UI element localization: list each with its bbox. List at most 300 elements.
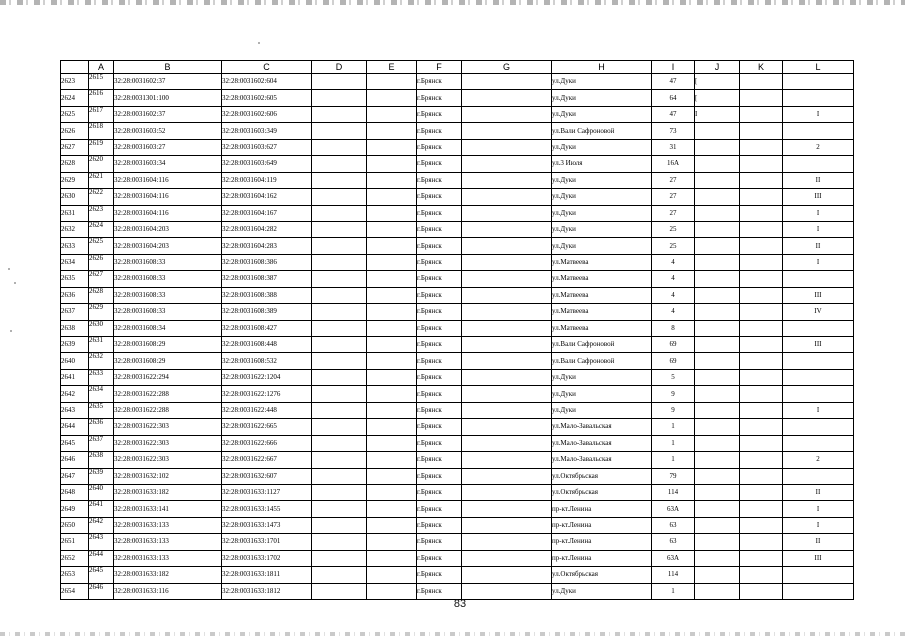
cell-l[interactable]: I: [783, 221, 854, 237]
cell-h[interactable]: пр-кт.Ленина: [552, 534, 652, 550]
cell-a[interactable]: 2628: [89, 287, 114, 303]
cell-b[interactable]: 32:28:0031633:133: [114, 534, 222, 550]
cell-c[interactable]: 32:28:0031603:349: [222, 123, 312, 139]
cell-d[interactable]: [312, 369, 367, 385]
cell-i[interactable]: 73: [652, 123, 695, 139]
cell-a[interactable]: 2633: [89, 369, 114, 385]
cell-h[interactable]: ул.Вали Сафроновой: [552, 337, 652, 353]
cell-b[interactable]: 32:28:0031602:37: [114, 74, 222, 90]
row-number[interactable]: 2626: [61, 123, 89, 139]
cell-c[interactable]: 32:28:0031602:604: [222, 74, 312, 90]
cell-c[interactable]: 32:28:0031633:1473: [222, 517, 312, 533]
column-header-a[interactable]: A: [89, 61, 114, 74]
cell-b[interactable]: 32:28:0031633:133: [114, 550, 222, 566]
cell-e[interactable]: [367, 353, 417, 369]
cell-f[interactable]: г.Брянск: [417, 139, 462, 155]
cell-i[interactable]: 5: [652, 369, 695, 385]
cell-d[interactable]: [312, 304, 367, 320]
cell-f[interactable]: г.Брянск: [417, 172, 462, 188]
cell-h[interactable]: ул.Дуки: [552, 386, 652, 402]
cell-e[interactable]: [367, 221, 417, 237]
cell-c[interactable]: 32:28:0031608:386: [222, 254, 312, 270]
cell-b[interactable]: 32:28:0031632:102: [114, 468, 222, 484]
cell-d[interactable]: [312, 106, 367, 122]
cell-b[interactable]: 32:28:0031633:141: [114, 501, 222, 517]
cell-b[interactable]: 32:28:0031604:116: [114, 189, 222, 205]
cell-e[interactable]: [367, 139, 417, 155]
cell-d[interactable]: [312, 501, 367, 517]
cell-g[interactable]: [462, 156, 552, 172]
cell-h[interactable]: ул.Матвеева: [552, 271, 652, 287]
cell-h[interactable]: ул.Дуки: [552, 74, 652, 90]
cell-h[interactable]: ул.Матвеева: [552, 287, 652, 303]
cell-c[interactable]: 32:28:0031603:627: [222, 139, 312, 155]
cell-b[interactable]: 32:28:0031604:203: [114, 238, 222, 254]
cell-g[interactable]: [462, 90, 552, 106]
cell-g[interactable]: [462, 205, 552, 221]
row-number[interactable]: 2642: [61, 386, 89, 402]
cell-j[interactable]: [695, 517, 740, 533]
cell-j[interactable]: [: [695, 74, 740, 90]
cell-l[interactable]: [783, 468, 854, 484]
cell-j[interactable]: [695, 419, 740, 435]
cell-h[interactable]: ул.Вали Сафроновой: [552, 123, 652, 139]
cell-k[interactable]: [740, 205, 783, 221]
cell-i[interactable]: 79: [652, 468, 695, 484]
cell-d[interactable]: [312, 172, 367, 188]
cell-i[interactable]: 4: [652, 254, 695, 270]
cell-i[interactable]: 114: [652, 484, 695, 500]
cell-d[interactable]: [312, 567, 367, 583]
cell-i[interactable]: 114: [652, 567, 695, 583]
column-header-g[interactable]: G: [462, 61, 552, 74]
cell-g[interactable]: [462, 452, 552, 468]
row-number[interactable]: 2635: [61, 271, 89, 287]
cell-g[interactable]: [462, 123, 552, 139]
cell-g[interactable]: [462, 320, 552, 336]
cell-d[interactable]: [312, 74, 367, 90]
row-number[interactable]: 2632: [61, 221, 89, 237]
cell-c[interactable]: 32:28:0031604:283: [222, 238, 312, 254]
column-header-j[interactable]: J: [695, 61, 740, 74]
cell-i[interactable]: 63А: [652, 501, 695, 517]
cell-a[interactable]: 2644: [89, 550, 114, 566]
cell-f[interactable]: г.Брянск: [417, 583, 462, 599]
cell-j[interactable]: [695, 369, 740, 385]
cell-g[interactable]: [462, 189, 552, 205]
cell-k[interactable]: [740, 337, 783, 353]
cell-b[interactable]: 32:28:0031608:33: [114, 254, 222, 270]
cell-l[interactable]: III: [783, 189, 854, 205]
cell-f[interactable]: г.Брянск: [417, 74, 462, 90]
cell-k[interactable]: [740, 484, 783, 500]
cell-j[interactable]: [: [695, 90, 740, 106]
cell-i[interactable]: 27: [652, 172, 695, 188]
cell-g[interactable]: [462, 534, 552, 550]
corner-header[interactable]: [61, 61, 89, 74]
cell-i[interactable]: 1: [652, 419, 695, 435]
cell-d[interactable]: [312, 254, 367, 270]
cell-f[interactable]: г.Брянск: [417, 90, 462, 106]
row-number[interactable]: 2628: [61, 156, 89, 172]
cell-d[interactable]: [312, 189, 367, 205]
cell-h[interactable]: ул.Октябрьская: [552, 484, 652, 500]
cell-j[interactable]: [695, 221, 740, 237]
cell-e[interactable]: [367, 205, 417, 221]
cell-b[interactable]: 32:28:0031604:116: [114, 205, 222, 221]
cell-k[interactable]: [740, 353, 783, 369]
cell-l[interactable]: [783, 90, 854, 106]
cell-e[interactable]: [367, 287, 417, 303]
cell-a[interactable]: 2645: [89, 567, 114, 583]
cell-g[interactable]: [462, 402, 552, 418]
cell-g[interactable]: [462, 468, 552, 484]
cell-e[interactable]: [367, 369, 417, 385]
cell-a[interactable]: 2627: [89, 271, 114, 287]
cell-c[interactable]: 32:28:0031604:282: [222, 221, 312, 237]
cell-j[interactable]: [695, 189, 740, 205]
cell-h[interactable]: ул.Дуки: [552, 583, 652, 599]
row-number[interactable]: 2637: [61, 304, 89, 320]
cell-f[interactable]: г.Брянск: [417, 106, 462, 122]
cell-h[interactable]: ул.Дуки: [552, 90, 652, 106]
cell-i[interactable]: 69: [652, 337, 695, 353]
cell-d[interactable]: [312, 452, 367, 468]
cell-h[interactable]: ул.Мало-Завальская: [552, 419, 652, 435]
cell-l[interactable]: 2: [783, 139, 854, 155]
cell-e[interactable]: [367, 304, 417, 320]
cell-c[interactable]: 32:28:0031608:389: [222, 304, 312, 320]
cell-l[interactable]: [783, 123, 854, 139]
row-number[interactable]: 2631: [61, 205, 89, 221]
cell-f[interactable]: г.Брянск: [417, 402, 462, 418]
cell-d[interactable]: [312, 583, 367, 599]
cell-f[interactable]: г.Брянск: [417, 304, 462, 320]
cell-e[interactable]: [367, 386, 417, 402]
cell-l[interactable]: IV: [783, 304, 854, 320]
cell-d[interactable]: [312, 484, 367, 500]
row-number[interactable]: 2652: [61, 550, 89, 566]
cell-i[interactable]: 9: [652, 402, 695, 418]
cell-j[interactable]: [695, 550, 740, 566]
row-number[interactable]: 2624: [61, 90, 89, 106]
row-number[interactable]: 2629: [61, 172, 89, 188]
cell-k[interactable]: [740, 238, 783, 254]
cell-b[interactable]: 32:28:0031608:29: [114, 337, 222, 353]
cell-d[interactable]: [312, 386, 367, 402]
cell-g[interactable]: [462, 567, 552, 583]
cell-l[interactable]: I: [783, 501, 854, 517]
cell-c[interactable]: 32:28:0031633:1812: [222, 583, 312, 599]
cell-b[interactable]: 32:28:0031301:100: [114, 90, 222, 106]
cell-i[interactable]: 9: [652, 386, 695, 402]
cell-d[interactable]: [312, 550, 367, 566]
row-number[interactable]: 2643: [61, 402, 89, 418]
cell-d[interactable]: [312, 419, 367, 435]
cell-j[interactable]: I: [695, 106, 740, 122]
column-header-f[interactable]: F: [417, 61, 462, 74]
cell-g[interactable]: [462, 337, 552, 353]
column-header-c[interactable]: C: [222, 61, 312, 74]
cell-c[interactable]: 32:28:0031602:605: [222, 90, 312, 106]
cell-h[interactable]: ул.Матвеева: [552, 320, 652, 336]
cell-k[interactable]: [740, 452, 783, 468]
cell-l[interactable]: III: [783, 550, 854, 566]
cell-i[interactable]: 27: [652, 189, 695, 205]
cell-a[interactable]: 2636: [89, 419, 114, 435]
cell-d[interactable]: [312, 238, 367, 254]
row-number[interactable]: 2640: [61, 353, 89, 369]
cell-e[interactable]: [367, 468, 417, 484]
cell-a[interactable]: 2625: [89, 238, 114, 254]
cell-l[interactable]: [783, 583, 854, 599]
cell-l[interactable]: I: [783, 254, 854, 270]
cell-k[interactable]: [740, 369, 783, 385]
row-number[interactable]: 2641: [61, 369, 89, 385]
cell-i[interactable]: 27: [652, 205, 695, 221]
cell-k[interactable]: [740, 468, 783, 484]
cell-e[interactable]: [367, 156, 417, 172]
cell-d[interactable]: [312, 320, 367, 336]
cell-h[interactable]: ул.Дуки: [552, 221, 652, 237]
column-header-k[interactable]: K: [740, 61, 783, 74]
column-header-d[interactable]: D: [312, 61, 367, 74]
cell-l[interactable]: [783, 74, 854, 90]
cell-e[interactable]: [367, 517, 417, 533]
cell-k[interactable]: [740, 583, 783, 599]
row-number[interactable]: 2645: [61, 435, 89, 451]
cell-j[interactable]: [695, 271, 740, 287]
cell-f[interactable]: г.Брянск: [417, 517, 462, 533]
column-header-h[interactable]: H: [552, 61, 652, 74]
cell-h[interactable]: ул.Октябрьская: [552, 567, 652, 583]
cell-b[interactable]: 32:28:0031608:29: [114, 353, 222, 369]
cell-e[interactable]: [367, 534, 417, 550]
cell-j[interactable]: [695, 484, 740, 500]
cell-d[interactable]: [312, 337, 367, 353]
cell-j[interactable]: [695, 337, 740, 353]
cell-k[interactable]: [740, 550, 783, 566]
cell-a[interactable]: 2640: [89, 484, 114, 500]
cell-e[interactable]: [367, 271, 417, 287]
column-header-e[interactable]: E: [367, 61, 417, 74]
cell-b[interactable]: 32:28:0031622:303: [114, 435, 222, 451]
cell-c[interactable]: 32:28:0031622:667: [222, 452, 312, 468]
cell-a[interactable]: 2622: [89, 189, 114, 205]
cell-c[interactable]: 32:28:0031622:665: [222, 419, 312, 435]
cell-l[interactable]: [783, 156, 854, 172]
cell-c[interactable]: 32:28:0031633:1701: [222, 534, 312, 550]
cell-f[interactable]: г.Брянск: [417, 386, 462, 402]
cell-j[interactable]: [695, 254, 740, 270]
cell-b[interactable]: 32:28:0031633:133: [114, 517, 222, 533]
cell-h[interactable]: пр-кт.Ленина: [552, 501, 652, 517]
cell-g[interactable]: [462, 304, 552, 320]
cell-c[interactable]: 32:28:0031608:388: [222, 287, 312, 303]
cell-i[interactable]: 4: [652, 287, 695, 303]
cell-h[interactable]: ул.Мало-Завальская: [552, 435, 652, 451]
cell-g[interactable]: [462, 353, 552, 369]
cell-b[interactable]: 32:28:0031622:288: [114, 386, 222, 402]
cell-i[interactable]: 16А: [652, 156, 695, 172]
cell-d[interactable]: [312, 402, 367, 418]
cell-a[interactable]: 2646: [89, 583, 114, 599]
cell-k[interactable]: [740, 517, 783, 533]
row-number[interactable]: 2651: [61, 534, 89, 550]
cell-g[interactable]: [462, 254, 552, 270]
cell-j[interactable]: [695, 435, 740, 451]
cell-k[interactable]: [740, 189, 783, 205]
cell-k[interactable]: [740, 287, 783, 303]
cell-k[interactable]: [740, 534, 783, 550]
cell-l[interactable]: [783, 271, 854, 287]
cell-i[interactable]: 8: [652, 320, 695, 336]
cell-g[interactable]: [462, 172, 552, 188]
cell-j[interactable]: [695, 287, 740, 303]
cell-k[interactable]: [740, 271, 783, 287]
cell-f[interactable]: г.Брянск: [417, 337, 462, 353]
cell-f[interactable]: г.Брянск: [417, 156, 462, 172]
cell-a[interactable]: 2641: [89, 501, 114, 517]
cell-e[interactable]: [367, 189, 417, 205]
row-number[interactable]: 2646: [61, 452, 89, 468]
cell-i[interactable]: 25: [652, 221, 695, 237]
cell-j[interactable]: [695, 567, 740, 583]
cell-g[interactable]: [462, 501, 552, 517]
column-header-i[interactable]: I: [652, 61, 695, 74]
cell-f[interactable]: г.Брянск: [417, 484, 462, 500]
cell-c[interactable]: 32:28:0031632:607: [222, 468, 312, 484]
cell-e[interactable]: [367, 550, 417, 566]
cell-a[interactable]: 2630: [89, 320, 114, 336]
cell-l[interactable]: I: [783, 106, 854, 122]
cell-a[interactable]: 2616: [89, 90, 114, 106]
cell-a[interactable]: 2632: [89, 353, 114, 369]
row-number[interactable]: 2653: [61, 567, 89, 583]
cell-e[interactable]: [367, 106, 417, 122]
cell-k[interactable]: [740, 501, 783, 517]
cell-l[interactable]: II: [783, 238, 854, 254]
cell-b[interactable]: 32:28:0031603:52: [114, 123, 222, 139]
cell-i[interactable]: 63: [652, 534, 695, 550]
cell-j[interactable]: [695, 205, 740, 221]
row-number[interactable]: 2634: [61, 254, 89, 270]
cell-e[interactable]: [367, 123, 417, 139]
cell-i[interactable]: 4: [652, 304, 695, 320]
cell-e[interactable]: [367, 74, 417, 90]
row-number[interactable]: 2627: [61, 139, 89, 155]
row-number[interactable]: 2636: [61, 287, 89, 303]
cell-j[interactable]: [695, 353, 740, 369]
cell-e[interactable]: [367, 238, 417, 254]
cell-e[interactable]: [367, 484, 417, 500]
cell-l[interactable]: [783, 435, 854, 451]
cell-h[interactable]: ул.Дуки: [552, 369, 652, 385]
cell-b[interactable]: 32:28:0031608:33: [114, 287, 222, 303]
cell-k[interactable]: [740, 139, 783, 155]
cell-i[interactable]: 69: [652, 353, 695, 369]
cell-i[interactable]: 25: [652, 238, 695, 254]
cell-c[interactable]: 32:28:0031608:427: [222, 320, 312, 336]
cell-j[interactable]: [695, 320, 740, 336]
cell-k[interactable]: [740, 106, 783, 122]
cell-b[interactable]: 32:28:0031608:34: [114, 320, 222, 336]
cell-d[interactable]: [312, 287, 367, 303]
cell-l[interactable]: [783, 320, 854, 336]
cell-h[interactable]: ул.Дуки: [552, 402, 652, 418]
cell-k[interactable]: [740, 172, 783, 188]
cell-k[interactable]: [740, 320, 783, 336]
cell-b[interactable]: 32:28:0031633:182: [114, 484, 222, 500]
column-header-b[interactable]: B: [114, 61, 222, 74]
cell-d[interactable]: [312, 271, 367, 287]
cell-k[interactable]: [740, 254, 783, 270]
cell-k[interactable]: [740, 74, 783, 90]
cell-i[interactable]: 64: [652, 90, 695, 106]
cell-c[interactable]: 32:28:0031608:387: [222, 271, 312, 287]
cell-a[interactable]: 2617: [89, 106, 114, 122]
cell-e[interactable]: [367, 320, 417, 336]
cell-c[interactable]: 32:28:0031622:1276: [222, 386, 312, 402]
row-number[interactable]: 2649: [61, 501, 89, 517]
cell-c[interactable]: 32:28:0031603:649: [222, 156, 312, 172]
cell-i[interactable]: 63А: [652, 550, 695, 566]
cell-d[interactable]: [312, 221, 367, 237]
cell-j[interactable]: [695, 452, 740, 468]
cell-f[interactable]: г.Брянск: [417, 320, 462, 336]
cell-j[interactable]: [695, 156, 740, 172]
cell-f[interactable]: г.Брянск: [417, 419, 462, 435]
cell-l[interactable]: II: [783, 484, 854, 500]
cell-a[interactable]: 2621: [89, 172, 114, 188]
cell-j[interactable]: [695, 139, 740, 155]
cell-g[interactable]: [462, 287, 552, 303]
cell-j[interactable]: [695, 238, 740, 254]
cell-a[interactable]: 2637: [89, 435, 114, 451]
cell-j[interactable]: [695, 583, 740, 599]
cell-g[interactable]: [462, 369, 552, 385]
cell-d[interactable]: [312, 353, 367, 369]
cell-k[interactable]: [740, 304, 783, 320]
cell-i[interactable]: 1: [652, 583, 695, 599]
cell-f[interactable]: г.Брянск: [417, 254, 462, 270]
row-number[interactable]: 2630: [61, 189, 89, 205]
cell-h[interactable]: ул.Октябрьская: [552, 468, 652, 484]
cell-b[interactable]: 32:28:0031622:288: [114, 402, 222, 418]
cell-b[interactable]: 32:28:0031633:116: [114, 583, 222, 599]
cell-c[interactable]: 32:28:0031633:1702: [222, 550, 312, 566]
cell-f[interactable]: г.Брянск: [417, 123, 462, 139]
cell-g[interactable]: [462, 550, 552, 566]
cell-l[interactable]: [783, 386, 854, 402]
row-number[interactable]: 2623: [61, 74, 89, 90]
cell-l[interactable]: [783, 419, 854, 435]
row-number[interactable]: 2633: [61, 238, 89, 254]
cell-c[interactable]: 32:28:0031622:666: [222, 435, 312, 451]
cell-d[interactable]: [312, 517, 367, 533]
column-header-l[interactable]: L: [783, 61, 854, 74]
cell-a[interactable]: 2624: [89, 221, 114, 237]
cell-k[interactable]: [740, 123, 783, 139]
cell-f[interactable]: г.Брянск: [417, 501, 462, 517]
cell-d[interactable]: [312, 156, 367, 172]
cell-h[interactable]: ул.Матвеева: [552, 304, 652, 320]
cell-g[interactable]: [462, 271, 552, 287]
cell-k[interactable]: [740, 90, 783, 106]
cell-k[interactable]: [740, 156, 783, 172]
row-number[interactable]: 2638: [61, 320, 89, 336]
cell-d[interactable]: [312, 90, 367, 106]
